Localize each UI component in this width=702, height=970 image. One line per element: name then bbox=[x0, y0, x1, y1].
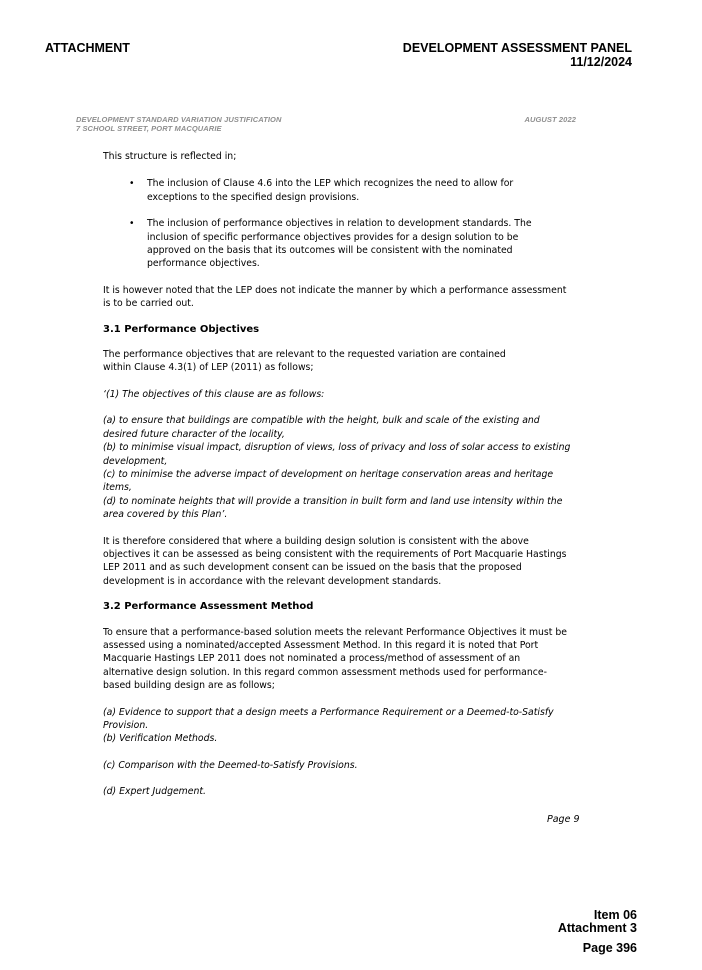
document-title: DEVELOPMENT STANDARD VARIATION JUSTIFICATION bbox=[76, 115, 282, 124]
method-item: (a) Evidence to support that a design meets a Performance Requirement or a Deemed-to-Satisfy Provision. bbox=[103, 706, 554, 731]
bullet-item bbox=[103, 217, 542, 271]
document-date: AUGUST 2022 bbox=[524, 115, 576, 124]
objective-item: (d) to nominate heights that will provide a transition in built form and land use intensity within the area covered by this Plan’. bbox=[103, 495, 563, 521]
objective-item: (c) to minimise the adverse impact of development on heritage conservation areas and heritage items, bbox=[103, 468, 554, 494]
page-number: Page 9 bbox=[547, 814, 580, 825]
section-intro: To ensure that a performance-based solution meets the relevant Performance Objectives it must be assessed using a nominated/accepted Assessment Method. In this regard it is noted that Port Macquarie Hastings LEP 2011 does not nominated a process/method of assessment of an alternative design solution. In this regard common assessment methods used for performance-based building design are as follows; bbox=[103, 626, 567, 692]
note-paragraph: It is however noted that the LEP does not indicate the manner by which a performance assessment is to be carried out. bbox=[103, 284, 567, 310]
page-body bbox=[103, 150, 573, 799]
objective-item: (a) to ensure that buildings are compatible with the height, bulk and scale of the existing and desired future character of the locality, bbox=[103, 415, 540, 440]
bullet-icon: • bbox=[129, 218, 135, 230]
attachment-header: ATTACHMENT bbox=[45, 41, 130, 55]
footer-block bbox=[558, 909, 637, 955]
bullet-text: The inclusion of performance objectives in relation to development standards. The inclusion of specific performance objectives provides for a design solution to be approved on the basis that its outcomes will be consistent with the nominated performance objectives. bbox=[147, 218, 532, 270]
bullet-icon: • bbox=[129, 178, 135, 190]
document-header bbox=[76, 115, 576, 133]
footer-item: Item 06 bbox=[593, 908, 637, 922]
intro-paragraph: This structure is reflected in; bbox=[103, 151, 237, 162]
footer-attachment: Attachment 3 bbox=[557, 921, 637, 935]
section-heading: 3.2 Performance Assessment Method bbox=[103, 601, 314, 613]
section-heading: 3.1 Performance Objectives bbox=[103, 323, 260, 335]
objective-item: (b) to minimise visual impact, disruption of views, loss of privacy and loss of solar access to existing development, bbox=[103, 442, 571, 467]
panel-date: 11/12/2024 bbox=[570, 55, 632, 69]
panel-header bbox=[403, 41, 632, 69]
quote-lead: ‘(1) The objectives of this clause are as follows: bbox=[103, 388, 325, 400]
document-address: 7 SCHOOL STREET, PORT MACQUARIE bbox=[76, 124, 222, 133]
footer-page: Page 396 bbox=[582, 941, 637, 955]
bullet-text: The inclusion of Clause 4.6 into the LEP which recognizes the need to allow for exceptions to the specified design provisions. bbox=[147, 178, 514, 203]
method-item: (d) Expert Judgement. bbox=[103, 786, 206, 798]
panel-title: DEVELOPMENT ASSESSMENT PANEL bbox=[402, 41, 632, 55]
conclusion-paragraph: It is therefore considered that where a building design solution is consistent with the above objectives it can be assessed as being consistent with the requirements of Port Macquarie Hastings LEP 2011 and as such development consent can be issued on the basis that the proposed development is in accordance with the relevant development standards. bbox=[103, 535, 567, 587]
method-item: (b) Verification Methods. bbox=[103, 733, 218, 745]
section-intro: The performance objectives that are relevant to the requested variation are contained within Clause 4.3(1) of LEP (2011) as follows; bbox=[103, 349, 506, 374]
bullet-item bbox=[103, 177, 542, 204]
method-item: (c) Comparison with the Deemed-to-Satisfy Provisions. bbox=[103, 759, 358, 771]
methods-list bbox=[103, 706, 573, 799]
objectives-list bbox=[103, 414, 573, 521]
